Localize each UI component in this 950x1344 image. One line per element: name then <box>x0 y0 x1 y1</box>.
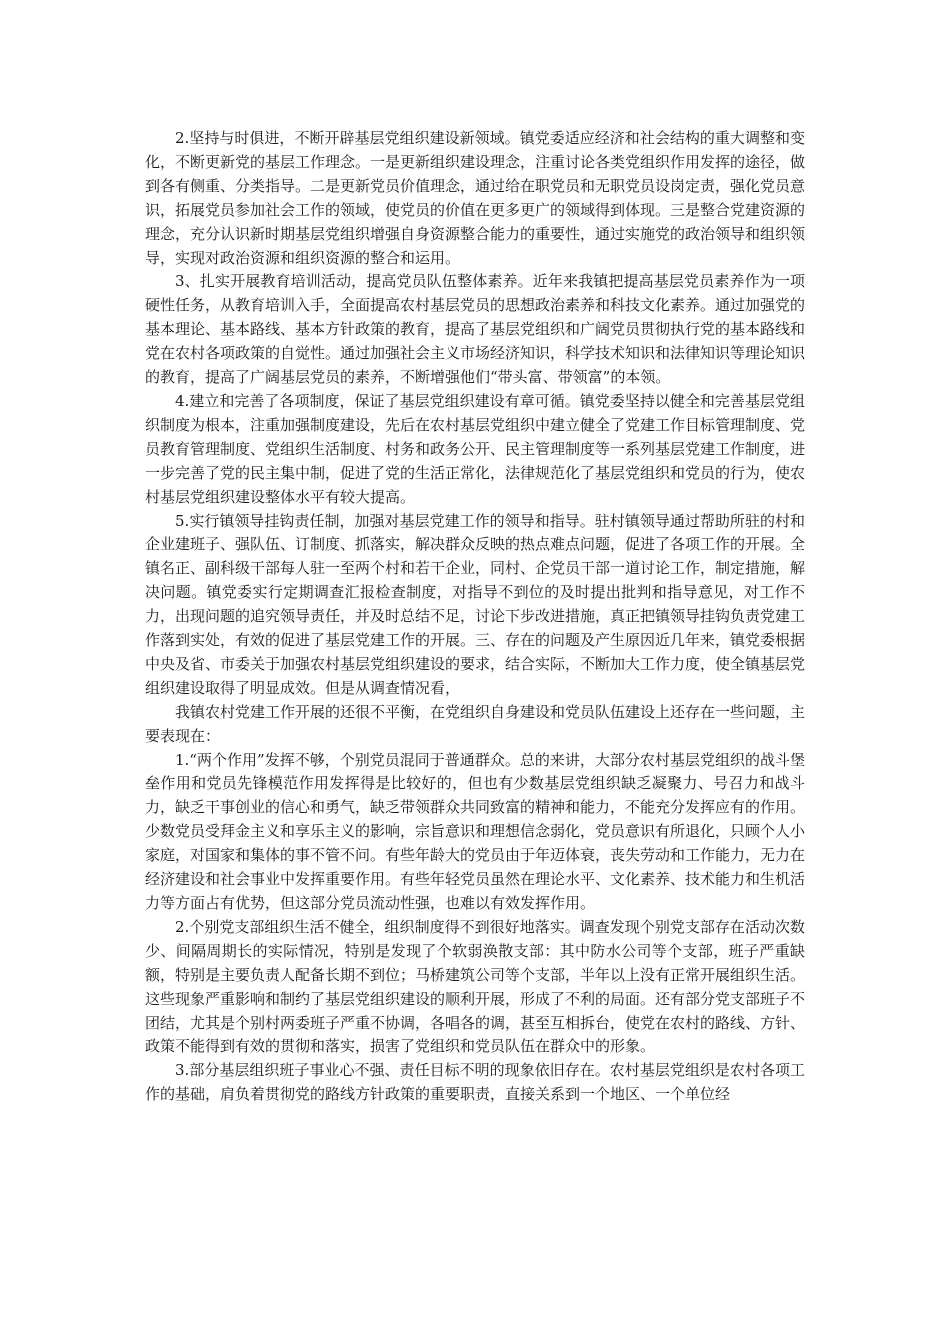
document-body <box>145 127 805 1107</box>
paragraph-2-innovation: 2.坚持与时俱进，不断开辟基层党组织建设新领域。镇党委适应经济和社会结构的重大调整和变化，不断更新党的基层工作理念。一是更新组织建设理念，注重讨论各类党组织作用发挥的途径，做到各有侧重、分类指导。二是更新党员价值理念，通过给在职党员和无职党员设岗定责，强化党员意识，拓展党员参加社会工作的领域，使党员的价值在更多更广的领域得到体现。三是整合党建资源的理念，充分认识新时期基层党组织增强自身资源整合能力的重要性，通过实施党的政治领导和组织领导，实现对政治资源和组织资源的整合和运用。 <box>145 129 806 267</box>
paragraph-problem-3: 3.部分基层组织班子事业心不强、责任目标不明的现象依旧存在。农村基层党组织是农村各项工作的基础，肩负着贯彻党的路线方针政策的重要职责，直接关系到一个地区、一个单位经 <box>145 1061 805 1104</box>
paragraph-5-leadership: 5.实行镇领导挂钩责任制，加强对基层党建工作的领导和指导。驻村镇领导通过帮助所驻的村和企业建班子、强队伍、订制度、抓落实，解决群众反映的热点难点问题，促进了各项工作的开展。全镇名正、副科级干部每人驻一至两个村和若干企业，同村、企党员干部一道讨论工作，制定措施，解决问题。镇党委实行定期调查汇报检查制度，对指导不到位的及时提出批判和指导意见，对工作不力，出现问题的追究领导责任，并及时总结不足，讨论下步改进措施，真正把镇领导挂钩负责党建工作落到实处，有效的促进了基层党建工作的开展。三、存在的问题及产生原因近几年来，镇党委根据中央及省、市委关于加强农村基层党组织建设的要求，结合实际，不断加大工作力度，使全镇基层党组织建设取得了明显成效。但是从调查情况看， <box>145 511 806 697</box>
paragraph-problem-1: 1.“两个作用”发挥不够，个别党员混同于普通群众。总的来讲，大部分农村基层党组织的战斗堡垒作用和党员先锋模范作用发挥得是比较好的，但也有少数基层党组织缺乏凝聚力、号召力和战斗力，缺乏干事创业的信心和勇气，缺乏带领群众共同致富的精神和能力，不能充分发挥应有的作用。少数党员受拜金主义和享乐主义的影响，宗旨意识和理想信念弱化，党员意识有所退化，只顾个人小家庭，对国家和集体的事不管不问。有些年龄大的党员由于年迈体衰，丧失劳动和工作能力，无力在经济建设和社会事业中发挥重要作用。有些年轻党员虽然在理论水平、文化素养、技术能力和生机活力等方面占有优势，但这部分党员流动性强，也难以有效发挥作用。 <box>145 750 806 912</box>
paragraph-problem-2: 2.个别党支部组织生活不健全，组织制度得不到很好地落实。调查发现个别党支部存在活动次数少、间隔周期长的实际情况，特别是发现了个软弱涣散支部：其中防水公司等个支部，班子严重缺额，特别是主要负责人配备长期不到位；马桥建筑公司等个支部，半年以上没有正常开展组织生活。这些现象严重影响和制约了基层党组织建设的顺利开展，形成了不利的局面。还有部分党支部班子不团结，尤其是个别村两委班子严重不协调，各唱各的调，甚至互相拆台，使党在农村的路线、方针、政策不能得到有效的贯彻和落实，损害了党组织和党员队伍在群众中的形象。 <box>145 917 806 1056</box>
paragraph-4-systems: 4.建立和完善了各项制度，保证了基层党组织建设有章可循。镇党委坚持以健全和完善基层党组织制度为根本，注重加强制度建设，先后在农村基层党组织中建立健全了党建工作目标管理制度、党员教育管理制度、党组织生活制度、村务和政务公开、民主管理制度等一系列基层党建工作制度，进一步完善了党的民主集中制，促进了党的生活正常化，法律规范化了基层党组织和党员的行为，使农村基层党组织建设整体水平有较大提高。 <box>145 391 806 506</box>
paragraph-problems-intro: 我镇农村党建工作开展的还很不平衡，在党组织自身建设和党员队伍建设上还存在一些问题，主要表现在： <box>145 702 806 745</box>
paragraph-3-training: 3、扎实开展教育培训活动，提高党员队伍整体素养。近年来我镇把提高基层党员素养作为一项硬性任务，从教育培训入手，全面提高农村基层党员的思想政治素养和科技文化素养。通过加强党的基本理论、基本路线、基本方针政策的教育，提高了基层党组织和广阔党员贯彻执行党的基本路线和党在农村各项政策的自觉性。通过加强社会主义市场经济知识，科学技术知识和法律知识等理论知识的教育，提高了广阔基层党员的素养，不断增强他们“带头富、带领富”的本领。 <box>145 272 806 387</box>
